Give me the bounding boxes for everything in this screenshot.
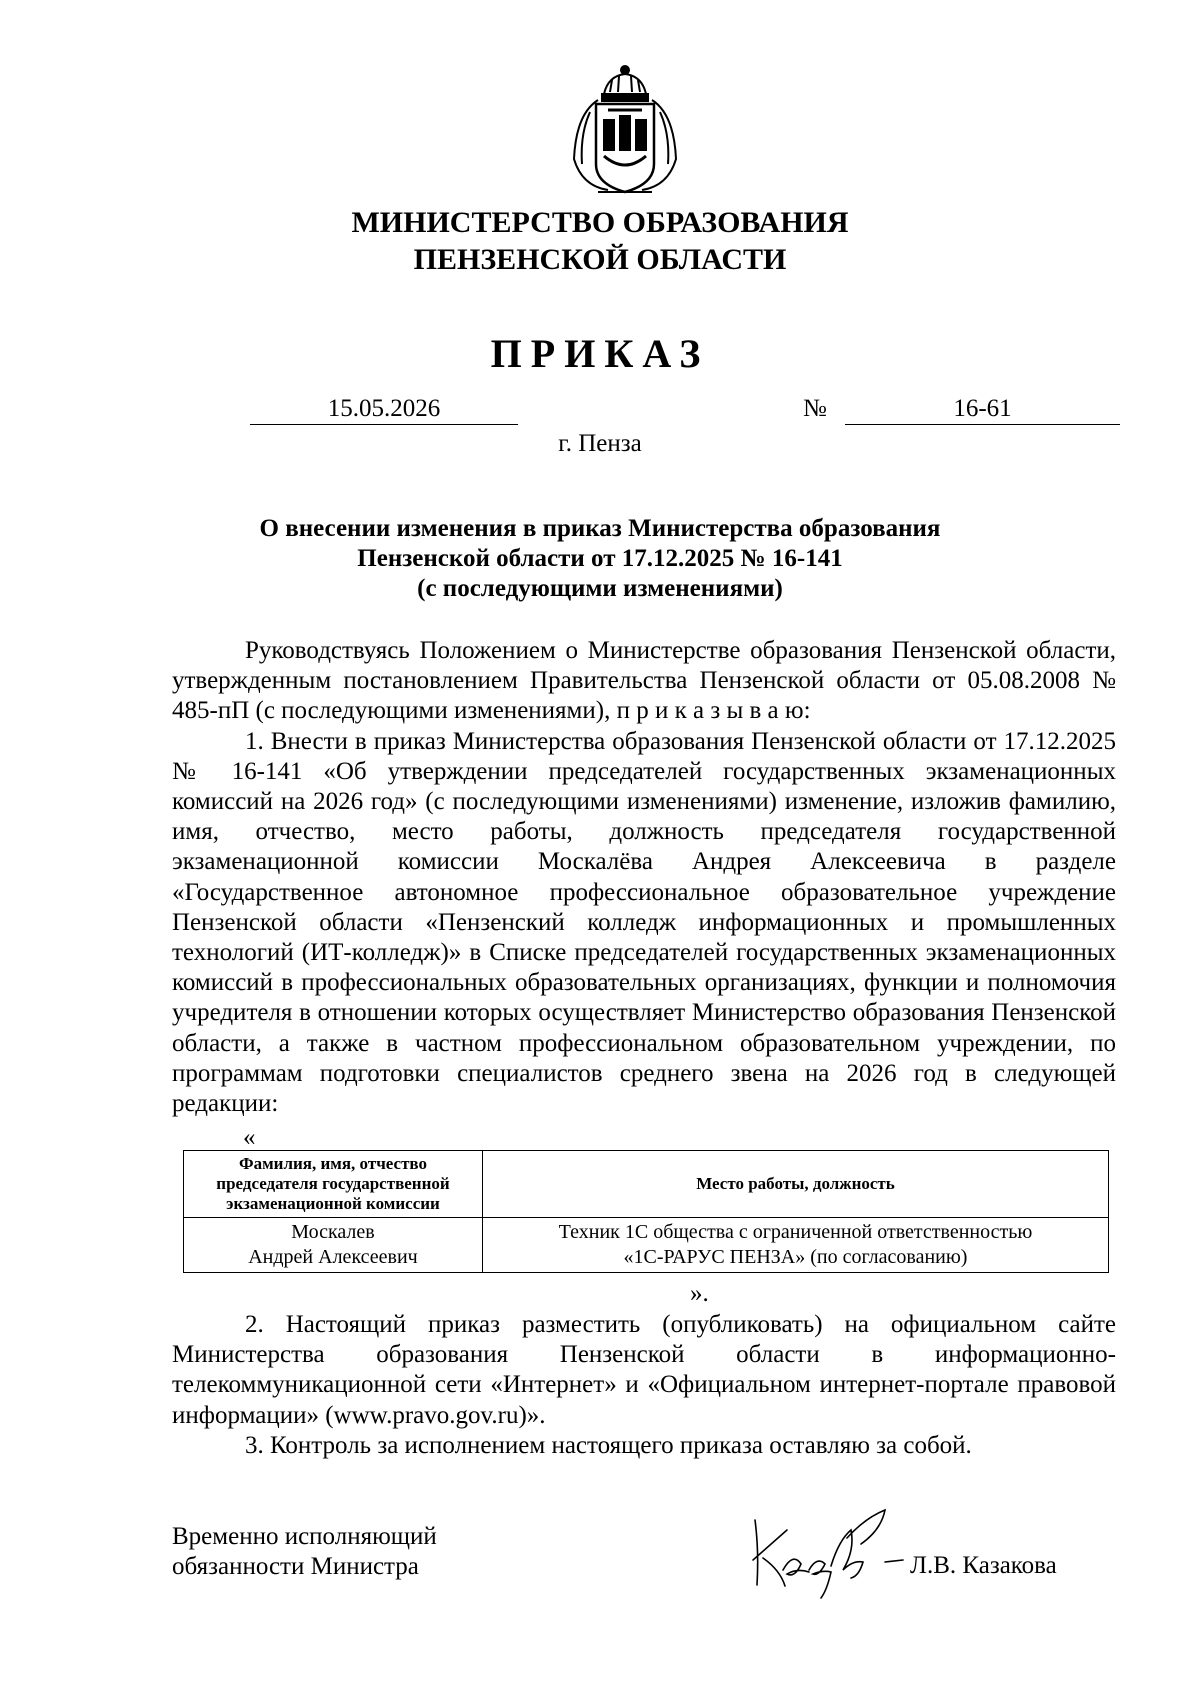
table-header-workplace: Место работы, должность	[483, 1151, 1109, 1218]
preamble-paragraph: Руководствуясь Положением о Министерстве образования Пензенской области, утвержденным постановлением Правительства Пензенской области от 05.08.2008 № 485-пП (с последующими изменениями), п р и к а з ы в а ю:	[172, 637, 1116, 725]
job-line2: «1С-РАРУС ПЕНЗА» (по согласованию)	[623, 1246, 968, 1268]
document-subject	[0, 514, 1200, 604]
subject-line2: Пензенской области от 17.12.2025 № 16-141	[357, 545, 843, 572]
handwritten-signature	[735, 1490, 915, 1600]
signatory-position	[172, 1522, 437, 1582]
table-cell-workplace	[483, 1218, 1109, 1273]
body-main	[172, 636, 1116, 1119]
signatory-name: Л.В. Казакова	[910, 1552, 1057, 1579]
coat-of-arms-emblem	[568, 64, 683, 199]
name-line1: Москалев	[291, 1221, 375, 1243]
document-date: 15.05.2026	[250, 394, 518, 425]
position-line1: Временно исполняющий	[172, 1523, 437, 1550]
subject-line3: (с последующими изменениями)	[417, 575, 783, 602]
name-line2: Андрей Алексеевич	[248, 1246, 418, 1268]
organization-name-line1: МИНИСТЕРСТВО ОБРАЗОВАНИЯ	[351, 206, 849, 239]
table-header-name: Фамилия, имя, отчество председателя государственной экзаменационной комиссии	[184, 1151, 483, 1218]
table-row	[184, 1218, 1109, 1273]
number-sign: №	[803, 395, 827, 422]
chairman-table	[183, 1150, 1109, 1273]
table-cell-name	[184, 1218, 483, 1273]
item-3-paragraph: 3. Контроль за исполнением настоящего приказа оставляю за собой.	[245, 1431, 972, 1459]
job-line1: Техник 1С общества с ограниченной ответственностью	[558, 1221, 1033, 1243]
organization-name-line2: ПЕНЗЕНСКОЙ ОБЛАСТИ	[413, 243, 787, 276]
table-header-row	[184, 1151, 1109, 1218]
body-closing	[172, 1310, 1116, 1461]
city: г. Пенза	[558, 430, 642, 457]
item-1-paragraph: 1. Внести в приказ Министерства образования Пензенской области от 17.12.2025 № 16-141 «Об утверждении председателей государственных экзаменационных комиссий на 2026 год» (с последующими изменениями) изменение, изложив фамилию, имя, отчество, место работы, должность председателя государственной экзаменационной комиссии Москалёва Андрея Алексеевича в разделе «Государственное автономное профессиональное образовательное учреждение Пензенской области «Пензенский колледж информационных и промышленных технологий (ИТ-колледж)» в Списке председателей государственных экзаменационных комиссий в профессиональных образовательных организациях, функции и полномочия учредителя в отношении которых осуществляет Министерство образования Пензенской области, а также в частном профессиональном образовательном учреждении, по программам подготовки специалистов среднего звена на 2026 год в следующей редакции:	[172, 727, 1116, 1118]
subject-line1: О внесении изменения в приказ Министерства образования	[259, 515, 941, 542]
position-line2: обязанности Министра	[172, 1553, 419, 1580]
item-2-paragraph: 2. Настоящий приказ разместить (опубликовать) на официальном сайте Министерства образования Пензенской области в информационно-телекоммуникационной сети «Интернет» и «Официальном интернет-портале правовой информации» (www.pravo.gov.ru)».	[172, 1311, 1116, 1429]
quote-close: ».	[690, 1280, 709, 1307]
document-number: 16-61	[845, 394, 1120, 425]
document-type-title: ПРИКАЗ	[490, 331, 710, 376]
quote-open: «	[243, 1124, 256, 1151]
